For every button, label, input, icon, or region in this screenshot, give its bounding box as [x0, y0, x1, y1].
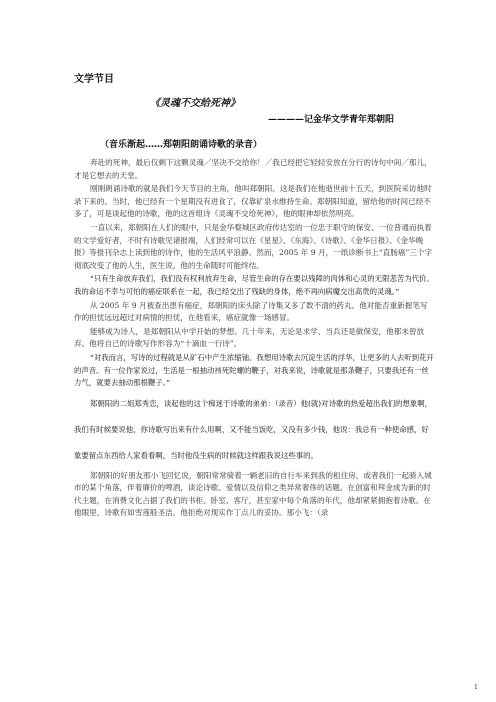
- section-title: 文学节目: [74, 74, 114, 85]
- body-text: [74, 157, 434, 521]
- paragraph-friend: 郑朝阳的好朋友那小飞回忆说，朝阳常常骑着一辆老旧的自行车来到我的租住房，或者我们一起骑入城市的某个角落，伴着廉价的啤酒，谈论诗歌、爱情以及信仰之类异常奢侈的话题。在创富和拜金成为新的时代主题，在消费文化占据了我们的书柜、卧室、客厅，甚至家中每个角落的年代，他却紧紧拥抱着诗歌。在他眼里，诗歌有如雪莲般圣洁，他拒绝对现实作丁点儿的妥协。那小飞：（录: [74, 470, 432, 518]
- paragraph-background: 一直以来，郑朝阳在人们的眼中，只是金华婺城区政府传达室的一位忠于职守的保安、一位普通而执着的文学爱好者，不时有诗歌见诸报端，人们经常可以在《星星》、《东海》、《诗歌》、《金华日报》、《金华晚报》等报刊杂志上读到他的诗作，他的生活风平浪静。然而，2005 年 9 月，一纸诊断书上“直肠癌”三个字彻底改变了他的人生，医生说，他的生命随时可能终结。: [74, 222, 433, 270]
- paragraph-quote-life: “只有生命放弃我们，我们没有权利放弃生命，尽管生命的存在要以残障的肉体和心灵的无限悲苦为代价。我的命运不幸与可怕的癌症联系在一起，我已经交出了残缺的身体，绝不再向病魔交出高贵的灵魂。”: [74, 274, 434, 296]
- document-title: 《灵魂不交给死神》: [150, 98, 240, 109]
- recording-note: （音乐渐起……郑朝阳朗诵诗歌的录音）: [100, 140, 263, 150]
- paragraph-poem: 奔赴的死神，最后仅剩下这颗灵魂／坚决不交给你！／我已经把它轻轻安放在分行的诗句中间／那儿，才是它想去的天堂。: [74, 158, 432, 180]
- paragraph-illness: 从 2005 年 9 月被查出患有癌症，郑朝阳的床头除了诗集又多了数不清的药丸。他对能否重新握笔写作的担忧远远超过对病情的担忧，在他看来，癌症就像一场感冒。: [74, 300, 428, 323]
- page-number: 1: [474, 684, 478, 691]
- paragraph-quote-poetry: “对我而言，写诗的过程就是从矿石中产生浓缩铀。我想用诗歌去沉淀生活的浮华，让更多的人去听到花开的声音。有一位作家说过，生活是一根抽动祎死陀螺的鞭子，对我来说，诗歌就是那条鞭子，只要我还有一丝力气，就要去抽动那根鞭子。”: [74, 352, 434, 388]
- paragraph-dream: 能够成为诗人，是郑朝阳从中学开始的梦想。几十年来，无论是求学、当兵还是做保安，他都未曾放弃。他将自己的诗歌写作形容为“十滴血一行诗”。: [74, 326, 425, 349]
- paragraph-intro: 刚刚朗诵诗歌的就是我们今天节目的主角，他叫郑朝阳。这是我们在他逝世前十五天，到医院采访他时录下来的。当时，他已经有一个星期没有进食了，仅靠矿泉水维持生命。郑朝阳知道，留给他的时间已经不多了，可是谈起他的诗歌，他的这首组诗《灵魂不交给死神》，他的眼神却依然明亮。: [74, 184, 432, 219]
- paragraph-sister: 郑朝阳的二姐郑秀恋，谈起他的这个痴迷于诗歌的弟弟：（录音）他(就)对诗歌的热爱超出我们的想象啊，我们有时候要说他，你诗歌写出来有什么用啊，又不能当饭吃，又没有多少钱，他说：我总有一种使命感，好象要留点东西给人家看看啊，当时他没生病的时候就这样跟我说这些事的。: [74, 398, 433, 460]
- byline: ————记金华文学青年郑朝阳: [268, 115, 395, 125]
